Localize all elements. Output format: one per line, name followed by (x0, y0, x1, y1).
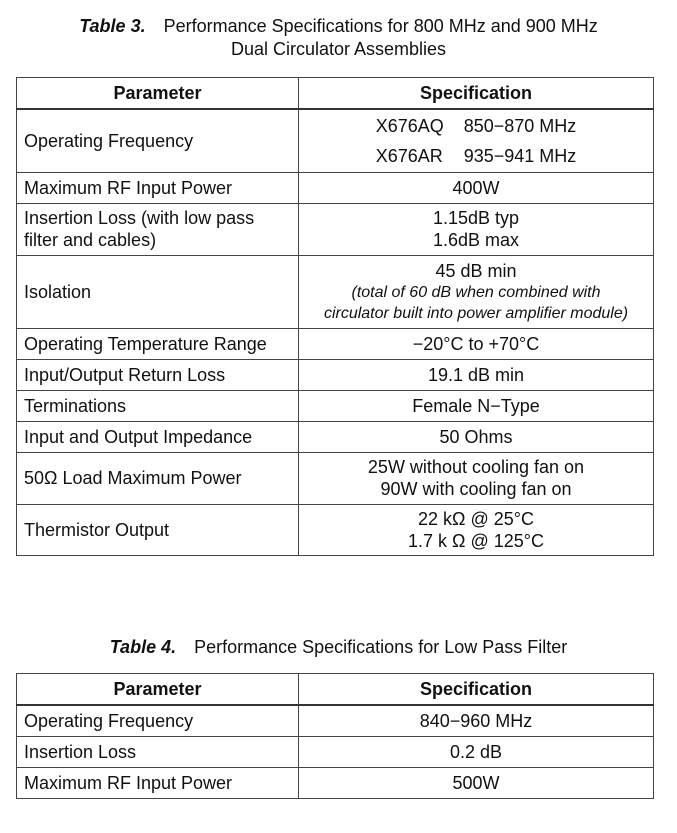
table3-caption-line1 (0, 15, 677, 38)
spec-return-loss: 19.1 dB min (299, 359, 654, 390)
param-return-loss: Input/Output Return Loss (17, 359, 299, 390)
param-insertion-loss (17, 203, 299, 255)
table4-caption-title: Performance Specifications for Low Pass Filter (194, 637, 568, 657)
spec-thermistor-output (299, 504, 654, 555)
spec-max-rf-input-power: 400W (299, 172, 654, 203)
table3-header-row (17, 78, 654, 110)
spec-isolation-note-line2: circulator built into power amplifier module) (323, 304, 629, 322)
table3-caption-title: Performance Specifications for 800 MHz and 900 MHz (163, 16, 598, 36)
spec-isolation-note-line1: (total of 60 dB when combined with (351, 283, 601, 301)
param-terminations: Terminations (17, 390, 299, 421)
table3-caption-line2: Dual Circulator Assemblies (230, 39, 447, 59)
table3-caption (0, 15, 677, 61)
param-load-max-power: 50Ω Load Maximum Power (17, 452, 299, 504)
spec-terminations: Female N−Type (299, 390, 654, 421)
t4-param-insertion-loss: Insertion Loss (17, 736, 299, 767)
param-insertion-loss-line2: filter and cables) (24, 230, 157, 250)
t4-param-max-rf-input-power: Maximum RF Input Power (17, 767, 299, 798)
param-isolation: Isolation (17, 255, 299, 328)
spec-isolation (299, 255, 654, 328)
table4-header-specification: Specification (299, 674, 654, 706)
table-row (17, 421, 654, 452)
table-row (17, 390, 654, 421)
param-insertion-loss-line1: Insertion Loss (with low pass (24, 208, 255, 228)
param-operating-temperature-range: Operating Temperature Range (17, 328, 299, 359)
table-row (17, 359, 654, 390)
table-row (17, 736, 654, 767)
table3-header-specification: Specification (299, 78, 654, 110)
freq-line-x676aq (305, 111, 647, 141)
table-row (17, 109, 654, 172)
spec-thermistor-125c: 1.7 k Ω @ 125°C (408, 530, 544, 551)
table3-header-parameter: Parameter (17, 78, 299, 110)
table-row (17, 328, 654, 359)
spec-insertion-loss-max: 1.6dB max (432, 230, 520, 250)
table4 (16, 673, 654, 799)
table-row (17, 504, 654, 555)
t4-spec-max-rf-input-power: 500W (299, 767, 654, 798)
spec-operating-temperature-range: −20°C to +70°C (299, 328, 654, 359)
table3-caption-number: Table 3. (79, 16, 146, 36)
range-x676ar: 935−941 MHz (463, 145, 577, 166)
table-row (17, 172, 654, 203)
spec-insertion-loss (299, 203, 654, 255)
table-row (17, 203, 654, 255)
spec-load-max-power-with-fan: 90W with cooling fan on (380, 479, 572, 499)
table-row (17, 705, 654, 736)
table3 (16, 77, 654, 556)
table4-caption-number: Table 4. (109, 637, 177, 657)
param-max-rf-input-power: Maximum RF Input Power (17, 172, 299, 203)
spec-isolation-value: 45 dB min (435, 260, 517, 281)
spec-load-max-power-no-fan: 25W without cooling fan on (367, 457, 585, 477)
range-x676aq: 850−870 MHz (463, 115, 577, 136)
model-x676ar: X676AR (375, 145, 443, 166)
table4-caption (0, 636, 677, 659)
param-operating-frequency: Operating Frequency (17, 109, 299, 172)
spec-load-max-power (299, 452, 654, 504)
table-row (17, 452, 654, 504)
freq-line-x676ar (305, 141, 647, 171)
t4-spec-operating-frequency: 840−960 MHz (299, 705, 654, 736)
spec-operating-frequency (299, 109, 654, 172)
t4-param-operating-frequency: Operating Frequency (17, 705, 299, 736)
model-x676aq: X676AQ (375, 115, 444, 136)
spec-thermistor-25c: 22 kΩ @ 25°C (418, 508, 534, 529)
table-row (17, 255, 654, 328)
param-impedance: Input and Output Impedance (17, 421, 299, 452)
t4-spec-insertion-loss: 0.2 dB (299, 736, 654, 767)
table-row (17, 767, 654, 798)
spec-insertion-loss-typ: 1.15dB typ (432, 208, 520, 228)
table4-header-parameter: Parameter (17, 674, 299, 706)
param-thermistor-output: Thermistor Output (17, 504, 299, 555)
spec-impedance: 50 Ohms (299, 421, 654, 452)
table4-header-row (17, 674, 654, 706)
